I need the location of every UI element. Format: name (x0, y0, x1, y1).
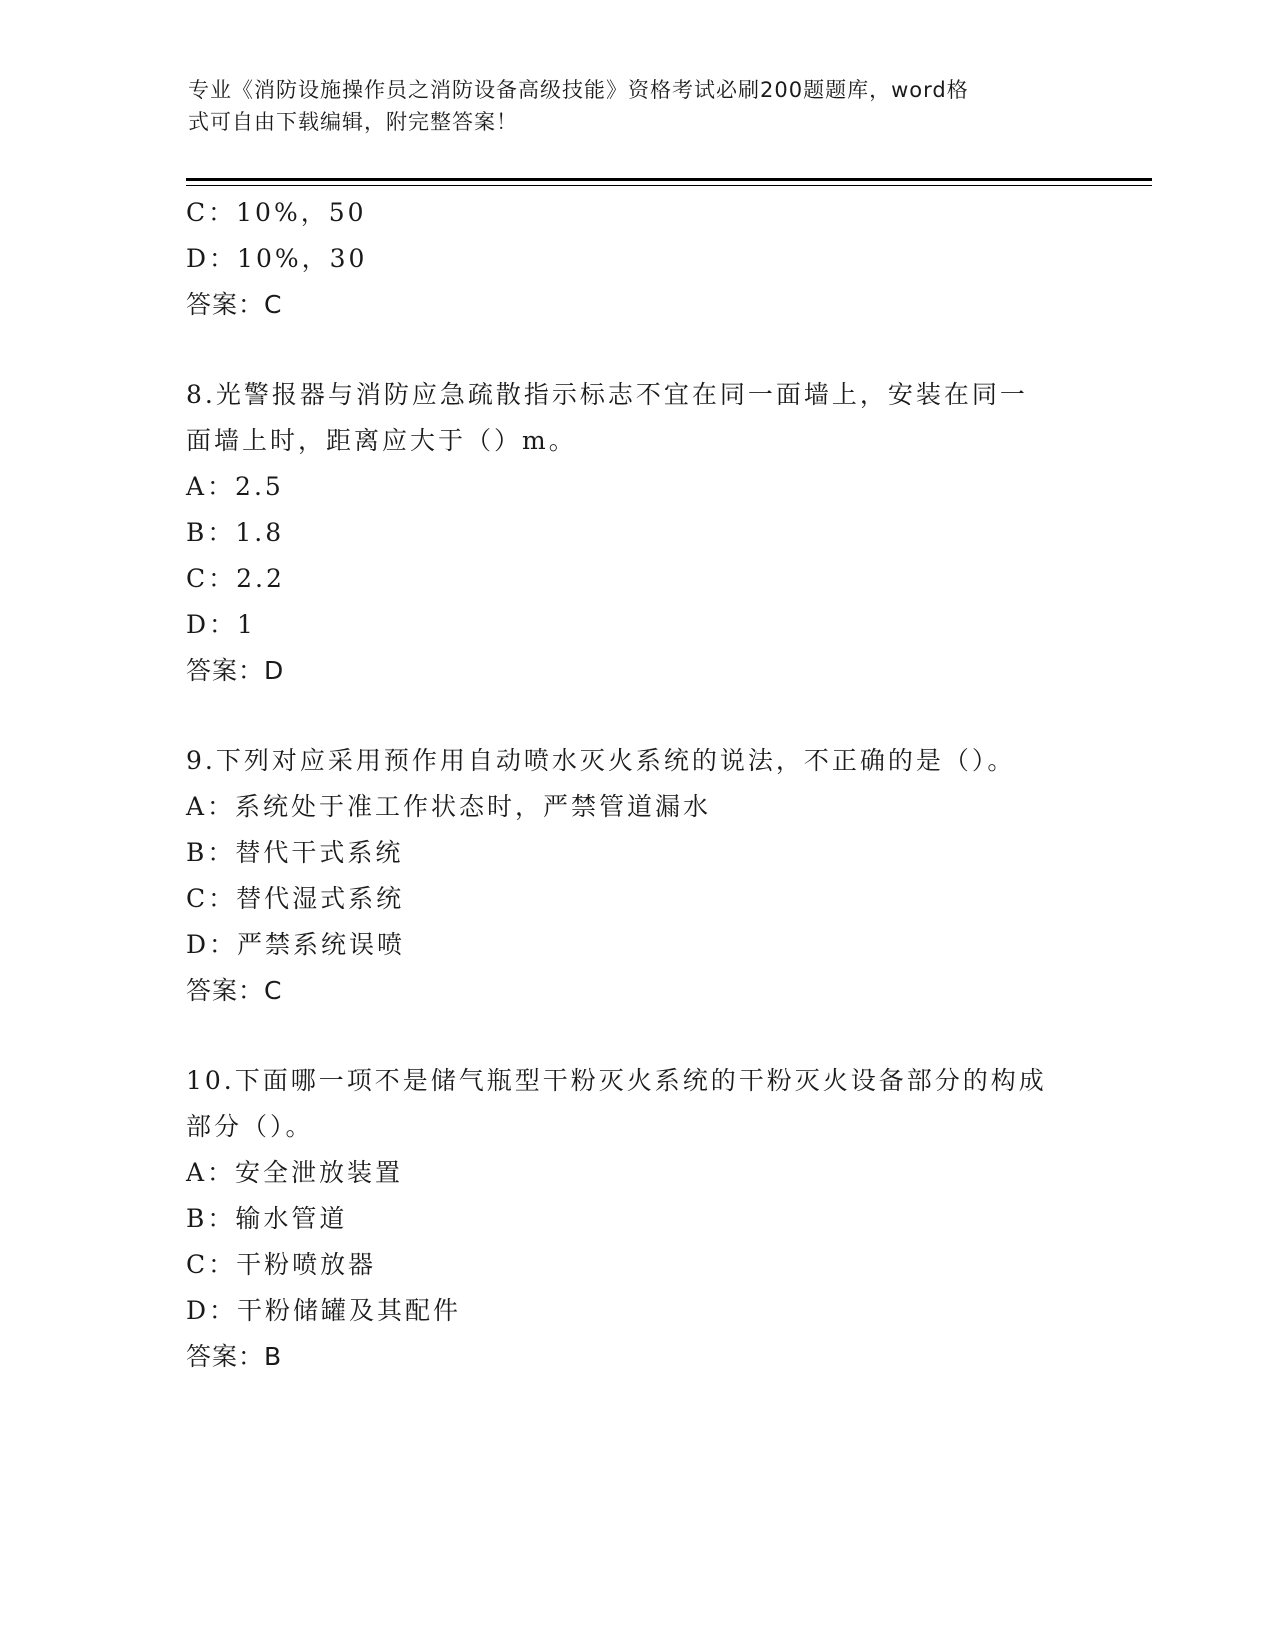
answer-line: 答案：C (186, 976, 283, 1005)
option-c: C：2.2 (186, 564, 285, 593)
header-rule-thin (186, 185, 1152, 186)
option-d: D：严禁系统误喷 (186, 930, 406, 959)
previous-question-tail (186, 190, 1086, 328)
option-b: B：输水管道 (186, 1204, 348, 1233)
option-b: B：1.8 (186, 518, 285, 547)
question-text: 10.下面哪一项不是储气瓶型干粉灭火系统的干粉灭火设备部分的构成 (186, 1066, 1047, 1095)
option-a: A：安全泄放装置 (186, 1158, 404, 1187)
header-rule-thick (186, 178, 1152, 181)
option-b: B：替代干式系统 (186, 838, 404, 867)
question-list (186, 190, 1086, 1380)
question-10 (186, 1058, 1086, 1380)
option-c: C：干粉喷放器 (186, 1250, 377, 1279)
document-header (188, 74, 1068, 138)
question-text: 部分（）。 (186, 1112, 314, 1141)
question-text: 8.光警报器与消防应急疏散指示标志不宜在同一面墙上，安装在同一 (186, 380, 1028, 409)
answer-line: 答案：D (186, 656, 285, 685)
header-line-2: 式可自由下载编辑，附完整答案！ (188, 110, 518, 134)
option-a: A：系统处于准工作状态时，严禁管道漏水 (186, 792, 712, 821)
question-text: 9.下列对应采用预作用自动喷水灭火系统的说法，不正确的是（）。 (186, 746, 1016, 775)
answer-line: 答案：B (186, 1342, 283, 1371)
option-c: C：替代湿式系统 (186, 884, 405, 913)
question-8 (186, 372, 1086, 694)
option-c: C：10%，50 (186, 198, 367, 227)
option-d: D：10%，30 (186, 244, 368, 273)
answer-line: 答案：C (186, 290, 283, 319)
question-text: 面墙上时，距离应大于（）m。 (186, 426, 577, 455)
question-9 (186, 738, 1086, 1014)
option-d: D：干粉储罐及其配件 (186, 1296, 462, 1325)
option-d: D：1 (186, 610, 256, 639)
option-a: A：2.5 (186, 472, 284, 501)
header-line-1: 专业《消防设施操作员之消防设备高级技能》资格考试必刷200题题库，word格 (188, 78, 969, 102)
